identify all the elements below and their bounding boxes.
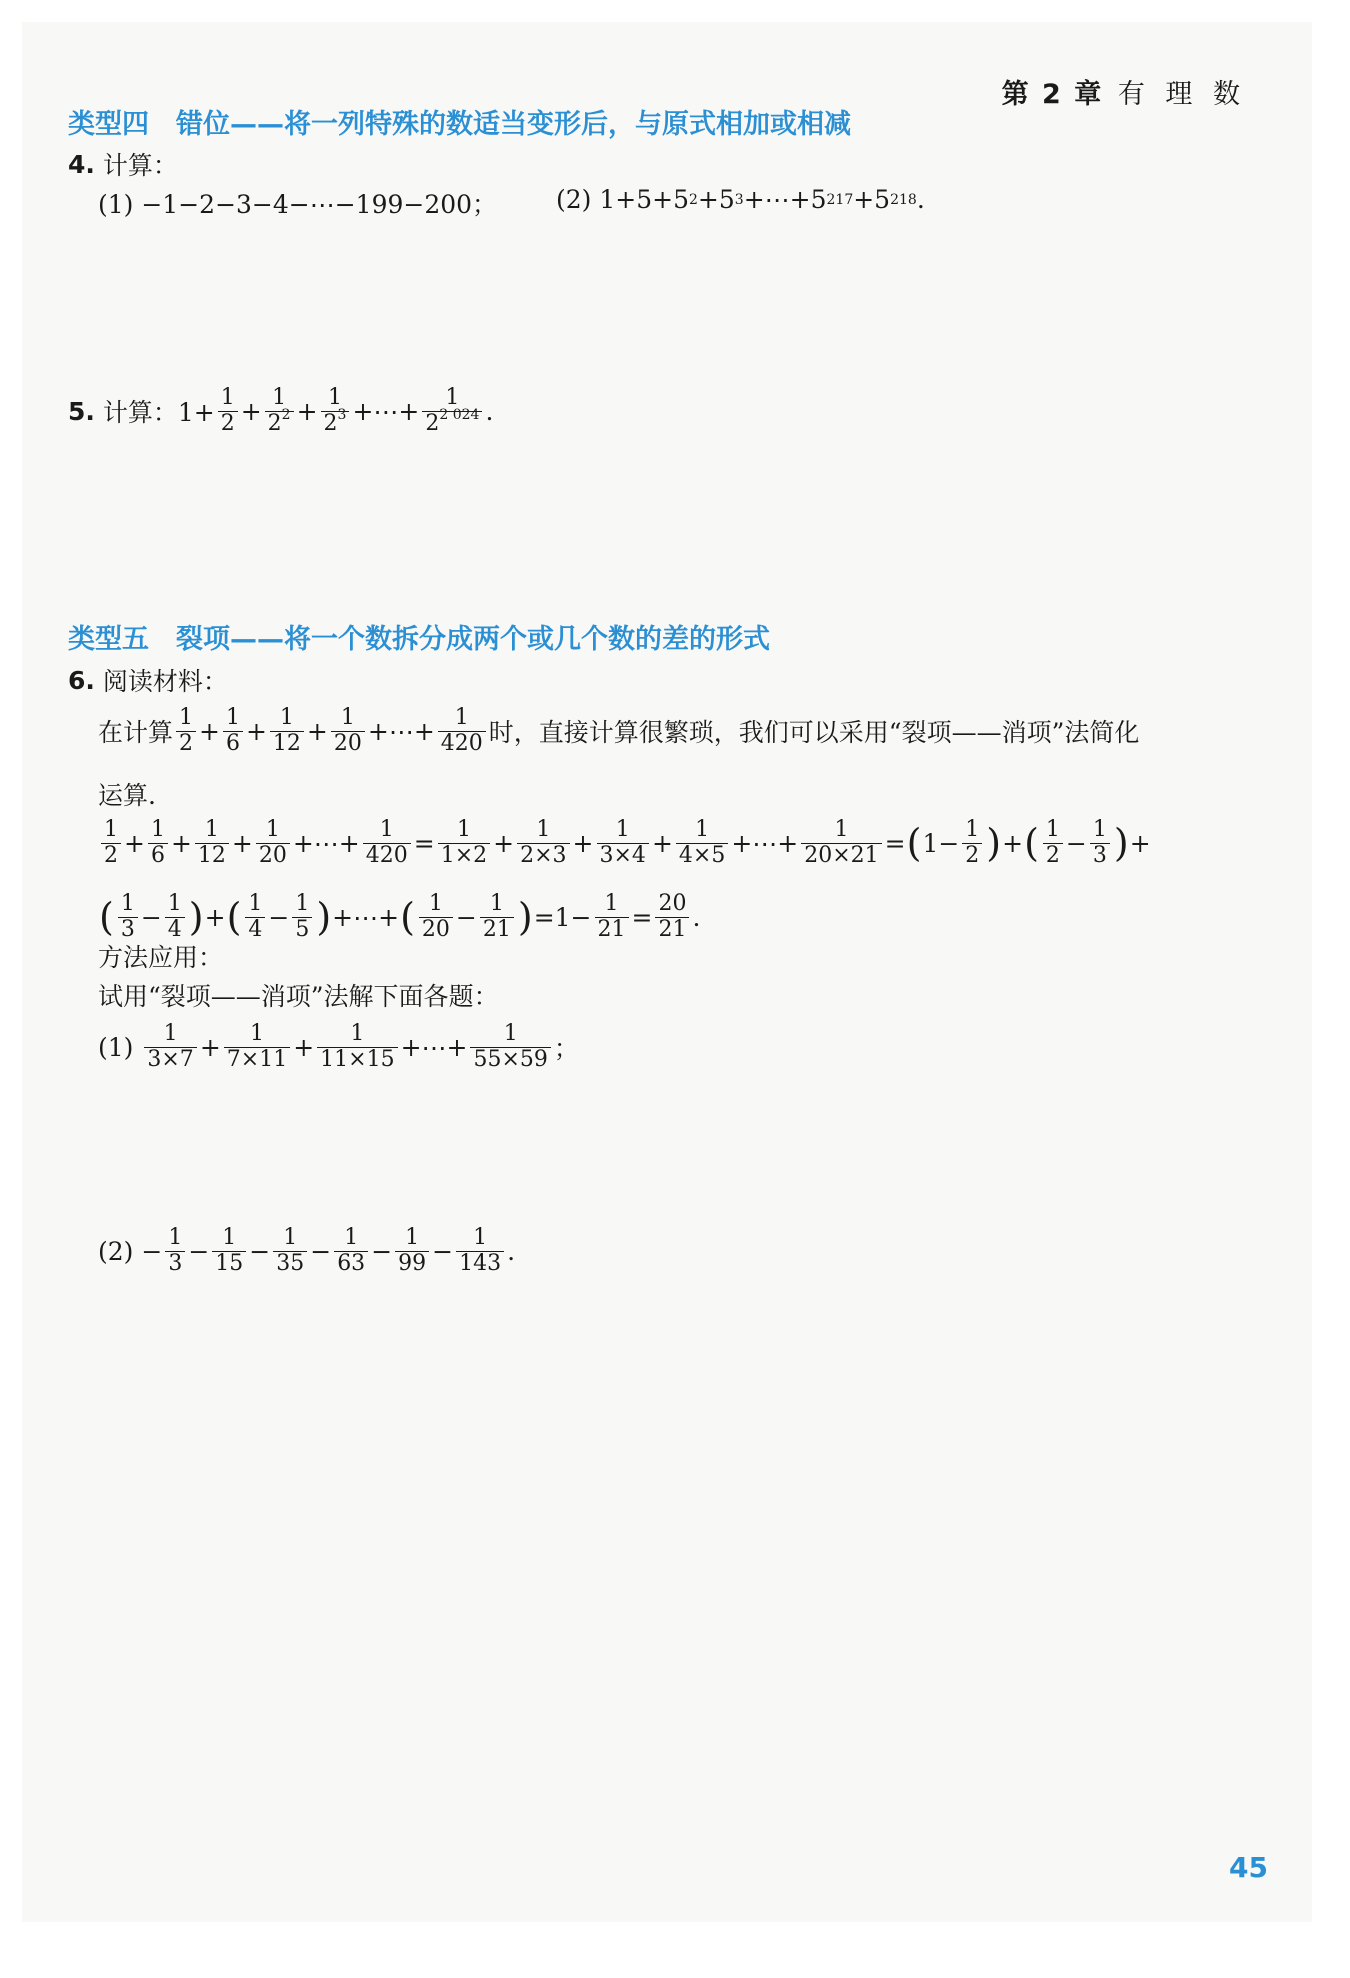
chapter-header	[1002, 72, 1246, 111]
left-paren: (	[1024, 821, 1039, 866]
plus: +	[240, 396, 262, 426]
page	[22, 22, 1312, 1922]
right-paren: )	[986, 821, 1002, 866]
number: 1	[554, 902, 571, 932]
fraction: $\frac{1}{63}$	[334, 1226, 368, 1276]
minus: −	[188, 1236, 210, 1266]
left-paren: (	[226, 895, 242, 940]
question-number: 6.	[68, 665, 95, 695]
question-4	[68, 146, 178, 182]
right-paren: )	[316, 895, 332, 940]
q6-instruction: 试用“裂项——消项”法解下面各题：	[98, 982, 499, 1011]
fraction: $\frac{1}{1\times 2}$	[438, 818, 490, 868]
term: +5	[697, 185, 735, 214]
question-number: 4.	[68, 149, 95, 179]
plus: +	[199, 716, 220, 746]
question-text: 计算：1+	[102, 398, 215, 428]
fraction: $\frac{1}{20}$	[419, 892, 453, 942]
fraction: $\frac{1}{420}$	[438, 706, 486, 756]
q6-intro-cont: 运算.	[98, 781, 156, 810]
fraction: $\frac{1}{15}$	[212, 1226, 246, 1276]
ellipsis: +⋯+	[332, 902, 400, 932]
fraction: $\frac{1}{20}$	[331, 706, 365, 756]
plus: +	[204, 902, 226, 932]
minus: −	[249, 1236, 271, 1266]
equals: =	[533, 902, 555, 932]
part-label: (1)	[98, 1032, 134, 1062]
plus: +	[296, 396, 318, 426]
q6-part1	[98, 1022, 579, 1072]
equals: =	[413, 828, 435, 858]
section-type5-title: 类型五 裂项——将一个数拆分成两个或几个数的差的形式	[68, 624, 770, 655]
plus: +	[293, 1032, 315, 1062]
left-paren: (	[906, 821, 922, 866]
ellipsis: +⋯+	[367, 716, 435, 746]
fraction: $\frac{1}{20\times 21}$	[801, 818, 881, 868]
minus: −	[310, 1236, 332, 1266]
chapter-title: 有 理 数	[1117, 79, 1246, 110]
fraction: $\frac{1}{4}$	[165, 892, 185, 942]
fraction: $\frac{1}{7\times 11}$	[224, 1022, 290, 1072]
fraction: $\frac{1}{4}$	[245, 892, 265, 942]
minus: −	[268, 902, 290, 932]
chapter-number: 第 2 章	[1001, 79, 1104, 110]
minus: −	[1065, 828, 1087, 858]
plus: +	[651, 828, 673, 858]
fraction: $\frac{1}{2}$	[176, 706, 196, 756]
plus: +	[1129, 828, 1151, 858]
fraction: $\frac{20}{21}$	[655, 892, 689, 942]
fraction: $\frac{1}{12}$	[195, 818, 229, 868]
question-6	[68, 662, 228, 698]
left-paren: (	[99, 895, 114, 940]
q4-part2: (2) 1+5+5 2 +5 3 +⋯+5 217 +5 218 .	[556, 185, 925, 214]
fraction: $\frac{1}{2\times 3}$	[517, 818, 569, 868]
minus: −	[570, 902, 592, 932]
term: +⋯+5	[743, 185, 827, 214]
fraction: $\frac{1}{35}$	[273, 1226, 307, 1276]
ellipsis: +⋯+	[292, 828, 360, 858]
minus: −	[371, 1236, 393, 1266]
fraction: $\frac{1}{2^3}$	[321, 386, 350, 436]
part-label: (2)	[98, 1236, 134, 1266]
intro-suffix: 时，直接计算很繁琐，我们可以采用“裂项——消项”法简化	[488, 718, 1140, 748]
question-text: 阅读材料：	[102, 667, 228, 696]
q6-part2	[98, 1226, 515, 1276]
fraction: $\frac{1}{11\times 15}$	[317, 1022, 397, 1072]
fraction: $\frac{1}{55\times 59}$	[470, 1022, 550, 1072]
period: .	[692, 902, 701, 932]
fraction: $\frac{1}{2^{2 024}}$	[422, 386, 482, 436]
q6-method: 方法应用：	[98, 943, 224, 972]
fraction: $\frac{1}{5}$	[292, 892, 312, 942]
period: .	[485, 396, 494, 426]
ellipsis: +⋯+	[400, 1032, 468, 1062]
q6-derivation-line1	[98, 818, 1151, 868]
right-paren: )	[1113, 821, 1129, 866]
q4-part2-prefix: (2) 1+5+5	[556, 185, 689, 214]
plus: +	[245, 716, 267, 746]
fraction: $\frac{1}{21}$	[480, 892, 514, 942]
fraction: $\frac{1}{12}$	[270, 706, 304, 756]
q4-part1: (1) −1−2−3−4−⋯−199−200；	[98, 190, 498, 219]
minus: −	[432, 1236, 454, 1266]
fraction: $\frac{1}{21}$	[595, 892, 629, 942]
fraction: $\frac{1}{2}$	[962, 818, 982, 868]
plus: +	[124, 828, 145, 858]
number: 1	[922, 828, 939, 858]
fraction: $\frac{1}{2}$	[218, 386, 238, 436]
plus: +	[199, 1032, 221, 1062]
ellipsis: +⋯+	[731, 828, 799, 858]
plus: +	[572, 828, 594, 858]
plus: +	[306, 716, 328, 746]
question-5	[68, 386, 493, 436]
period: .	[916, 185, 925, 214]
minus: −	[141, 1236, 163, 1266]
equals: =	[631, 902, 653, 932]
fraction: $\frac{1}{143}$	[456, 1226, 504, 1276]
fraction: $\frac{1}{6}$	[148, 818, 168, 868]
right-paren: )	[188, 895, 204, 940]
minus: −	[140, 902, 162, 932]
question-text: 计算：	[102, 151, 178, 180]
plus: +	[493, 828, 515, 858]
semicolon: ；	[553, 1034, 579, 1064]
period: .	[507, 1236, 516, 1266]
intro-prefix: 在计算	[98, 718, 174, 748]
right-paren: )	[517, 895, 533, 940]
section-type4-title: 类型四 错位——将一列特殊的数适当变形后，与原式相加或相减	[68, 109, 851, 140]
minus: −	[938, 828, 960, 858]
fraction: $\frac{1}{2}$	[101, 818, 121, 868]
question-number: 5.	[68, 396, 95, 426]
fraction: $\frac{1}{3\times 4}$	[597, 818, 649, 868]
q6-derivation-line2	[98, 892, 700, 942]
fraction: $\frac{1}{99}$	[395, 1226, 429, 1276]
fraction: $\frac{1}{3}$	[118, 892, 138, 942]
left-paren: (	[400, 895, 415, 940]
fraction: $\frac{1}{3}$	[165, 1226, 185, 1276]
fraction: $\frac{1}{2^2}$	[265, 386, 294, 436]
fraction: $\frac{1}{420}$	[363, 818, 411, 868]
fraction: $\frac{1}{2}$	[1043, 818, 1063, 868]
minus: −	[455, 902, 477, 932]
ellipsis: +⋯+	[352, 396, 420, 426]
page-number: 45	[1229, 1851, 1268, 1884]
plus: +	[231, 828, 253, 858]
plus: +	[1002, 828, 1024, 858]
fraction: $\frac{1}{3\times 7}$	[144, 1022, 196, 1072]
fraction: $\frac{1}{4\times 5}$	[676, 818, 728, 868]
fraction: $\frac{1}{3}$	[1090, 818, 1110, 868]
term: +5	[853, 185, 891, 214]
fraction: $\frac{1}{6}$	[223, 706, 243, 756]
q6-intro	[98, 706, 1139, 756]
plus: +	[170, 828, 192, 858]
equals: =	[884, 828, 906, 858]
fraction: $\frac{1}{20}$	[256, 818, 290, 868]
